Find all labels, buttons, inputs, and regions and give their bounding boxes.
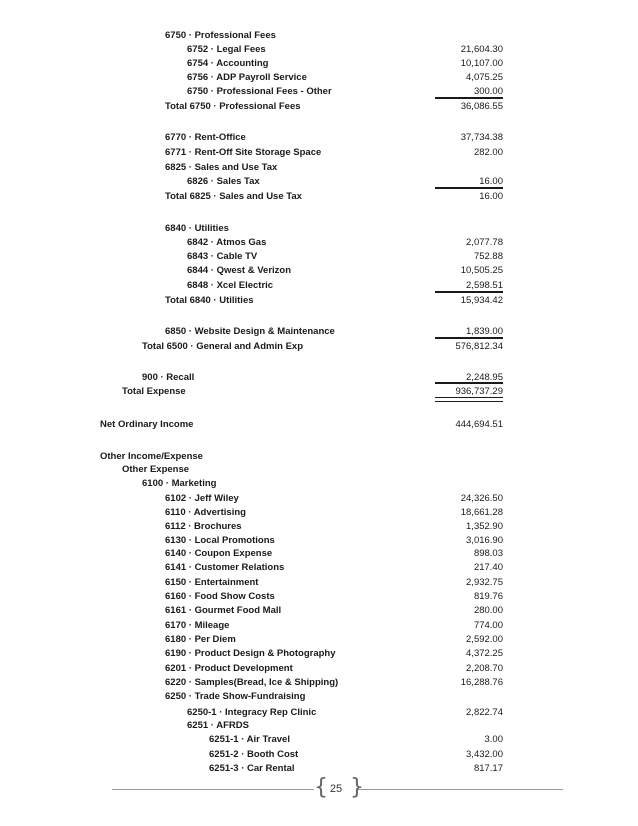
account-label: 6754 · Accounting xyxy=(187,58,269,69)
account-amount: 576,812.34 xyxy=(455,341,503,352)
account-label: 6843 · Cable TV xyxy=(187,251,258,262)
account-label: Other Income/Expense xyxy=(100,451,203,462)
account-amount: 282.00 xyxy=(473,147,503,158)
ledger-row xyxy=(0,131,638,145)
account-label: 6250-1 · Integracy Rep Clinic xyxy=(187,707,317,718)
ledger-row xyxy=(0,418,638,432)
ledger-row xyxy=(0,561,638,575)
ledger-row xyxy=(0,520,638,534)
account-label: 6826 · Sales Tax xyxy=(187,176,260,187)
account-label: Other Expense xyxy=(122,464,190,475)
account-amount: 217.40 xyxy=(473,562,503,573)
subtotal-rule xyxy=(435,187,503,189)
account-label: 6112 · Brochures xyxy=(165,521,242,532)
page-number-right-brace: } xyxy=(350,775,364,800)
account-label: 6848 · Xcel Electric xyxy=(187,280,274,291)
account-amount: 300.00 xyxy=(473,86,503,97)
ledger-row xyxy=(0,146,638,160)
account-label: 6251-1 · Air Travel xyxy=(209,734,290,745)
ledger-row xyxy=(0,325,638,339)
account-label: 6750 · Professional Fees xyxy=(165,30,276,41)
ledger-row xyxy=(0,236,638,250)
ledger-row xyxy=(0,492,638,506)
account-amount: 37,734.38 xyxy=(460,132,503,143)
account-amount: 752.88 xyxy=(473,251,503,262)
account-label: 6251-2 · Booth Cost xyxy=(209,749,299,760)
ledger-row xyxy=(0,647,638,661)
account-label: 6100 · Marketing xyxy=(142,478,217,489)
account-amount: 2,592.00 xyxy=(466,634,503,645)
account-label: 6840 · Utilities xyxy=(165,223,229,234)
account-label: 6130 · Local Promotions xyxy=(165,535,275,546)
account-amount: 444,694.51 xyxy=(455,419,503,430)
ledger-row xyxy=(0,371,638,385)
account-amount: 2,077.78 xyxy=(466,237,503,248)
account-amount: 1,839.00 xyxy=(466,326,503,337)
account-label: 6140 · Coupon Expense xyxy=(165,548,273,559)
account-amount: 10,107.00 xyxy=(460,58,503,69)
ledger-row xyxy=(0,576,638,590)
account-amount: 16.00 xyxy=(479,176,503,187)
ledger-row xyxy=(0,690,638,704)
ledger-row xyxy=(0,706,638,720)
account-amount: 936,737.29 xyxy=(455,386,503,397)
account-amount: 774.00 xyxy=(473,620,503,631)
account-amount: 898.03 xyxy=(473,548,503,559)
account-label: 6220 · Samples(Bread, Ice & Shipping) xyxy=(165,677,339,688)
ledger-row xyxy=(0,662,638,676)
ledger-row xyxy=(0,590,638,604)
account-label: 6844 · Qwest & Verizon xyxy=(187,265,292,276)
account-label: 6190 · Product Design & Photography xyxy=(165,648,336,659)
ledger-row xyxy=(0,385,638,399)
account-label: 6150 · Entertainment xyxy=(165,577,259,588)
account-amount: 21,604.30 xyxy=(460,44,503,55)
account-label: 6110 · Advertising xyxy=(165,507,246,518)
account-label: Total 6500 · General and Admin Exp xyxy=(142,341,304,352)
account-amount: 10,505.25 xyxy=(460,265,503,276)
account-label: 6752 · Legal Fees xyxy=(187,44,266,55)
ledger-row xyxy=(0,279,638,293)
ledger-row xyxy=(0,534,638,548)
account-amount: 280.00 xyxy=(473,605,503,616)
subtotal-rule xyxy=(435,97,503,99)
account-label: 6201 · Product Development xyxy=(165,663,293,674)
account-amount: 2,208.70 xyxy=(466,663,503,674)
account-amount: 3,432.00 xyxy=(466,749,503,760)
ledger-row xyxy=(0,547,638,561)
account-label: Total 6825 · Sales and Use Tax xyxy=(165,191,302,202)
account-amount: 3,016.90 xyxy=(466,535,503,546)
ledger-row xyxy=(0,506,638,520)
account-label: 6251-3 · Car Rental xyxy=(209,763,295,774)
account-label: 6825 · Sales and Use Tax xyxy=(165,162,278,173)
account-label: 6771 · Rent-Off Site Storage Space xyxy=(165,147,322,158)
page-number-left-brace: { xyxy=(314,775,328,800)
account-label: Total 6840 · Utilities xyxy=(165,295,254,306)
ledger-row xyxy=(0,71,638,85)
ledger-row xyxy=(0,463,638,477)
ledger-row xyxy=(0,29,638,43)
footer-rule-right xyxy=(358,789,563,790)
ledger-row xyxy=(0,161,638,175)
account-amount: 3.00 xyxy=(484,734,503,745)
account-amount: 819.76 xyxy=(473,591,503,602)
subtotal-rule xyxy=(435,382,503,384)
ledger-row xyxy=(0,294,638,308)
account-label: 6161 · Gourmet Food Mall xyxy=(165,605,282,616)
ledger-row xyxy=(0,748,638,762)
subtotal-rule xyxy=(435,337,503,339)
account-label: 6251 · AFRDS xyxy=(187,720,249,731)
ledger-row xyxy=(0,633,638,647)
account-label: 6750 · Professional Fees - Other xyxy=(187,86,332,97)
account-amount: 16,288.76 xyxy=(460,677,503,688)
ledger-row xyxy=(0,43,638,57)
ledger-row xyxy=(0,100,638,114)
account-amount: 4,075.25 xyxy=(466,72,503,83)
account-label: Total Expense xyxy=(122,386,186,397)
ledger-row xyxy=(0,676,638,690)
ledger-row xyxy=(0,250,638,264)
account-amount: 2,822.74 xyxy=(466,707,503,718)
account-label: 6102 · Jeff Wiley xyxy=(165,493,239,504)
total-double-rule xyxy=(435,397,503,402)
ledger-row xyxy=(0,762,638,776)
ledger-row xyxy=(0,85,638,99)
account-label: 6141 · Customer Relations xyxy=(165,562,285,573)
ledger-row xyxy=(0,190,638,204)
account-amount: 2,598.51 xyxy=(466,280,503,291)
ledger-row xyxy=(0,175,638,189)
account-label: 6770 · Rent-Office xyxy=(165,132,246,143)
ledger-row xyxy=(0,57,638,71)
ledger-row xyxy=(0,340,638,354)
account-amount: 2,932.75 xyxy=(466,577,503,588)
account-label: 6180 · Per Diem xyxy=(165,634,236,645)
account-amount: 24,326.50 xyxy=(460,493,503,504)
ledger-row xyxy=(0,619,638,633)
account-amount: 2,248.95 xyxy=(466,372,503,383)
account-label: 6842 · Atmos Gas xyxy=(187,237,267,248)
ledger-row xyxy=(0,222,638,236)
ledger-row xyxy=(0,477,638,491)
account-label: Total 6750 · Professional Fees xyxy=(165,101,301,112)
account-amount: 18,661.28 xyxy=(460,507,503,518)
account-amount: 16.00 xyxy=(479,191,503,202)
account-amount: 36,086.55 xyxy=(460,101,503,112)
subtotal-rule xyxy=(435,291,503,293)
ledger-row xyxy=(0,733,638,747)
account-label: 6850 · Website Design & Maintenance xyxy=(165,326,335,337)
account-amount: 4,372.25 xyxy=(466,648,503,659)
account-amount: 15,934.42 xyxy=(460,295,503,306)
account-label: 6170 · Mileage xyxy=(165,620,230,631)
footer-rule-left xyxy=(112,789,314,790)
account-label: Net Ordinary Income xyxy=(100,419,194,430)
account-amount: 1,352.90 xyxy=(466,521,503,532)
account-label: 6756 · ADP Payroll Service xyxy=(187,72,307,83)
ledger-row xyxy=(0,450,638,464)
ledger-row xyxy=(0,719,638,733)
account-label: 6160 · Food Show Costs xyxy=(165,591,275,602)
page-number: 25 xyxy=(329,783,343,795)
account-amount: 817.17 xyxy=(473,763,503,774)
ledger-row xyxy=(0,604,638,618)
ledger-row xyxy=(0,264,638,278)
account-label: 6250 · Trade Show-Fundraising xyxy=(165,691,306,702)
account-label: 900 · Recall xyxy=(142,372,195,383)
